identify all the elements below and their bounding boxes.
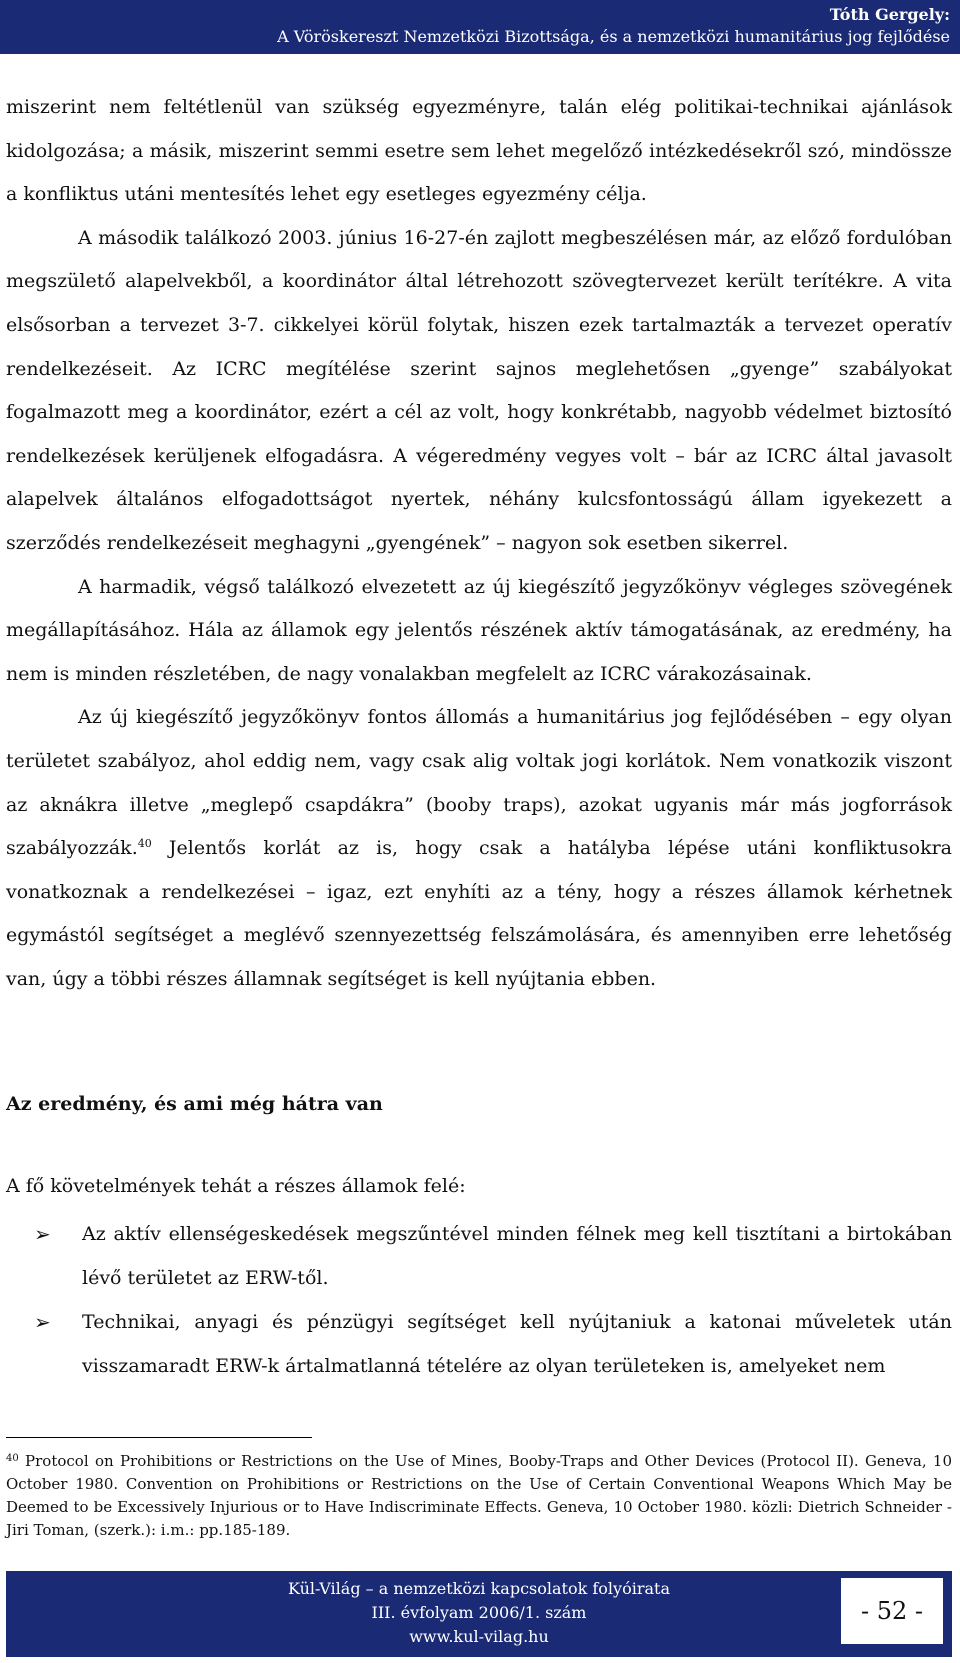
section-heading: Az eredmény, és ami még hátra van [6,1093,383,1115]
running-header [0,0,960,54]
arrowhead-bullet-icon: ➢ [34,1310,51,1334]
header-title: A Vöröskereszt Nemzetközi Bizottsága, és a nemzetközi humanitárius jog fejlődése [277,27,950,46]
list-intro: A fő követelmények tehát a részes államok felé: [6,1175,466,1197]
header-author: Tóth Gergely: [829,5,950,24]
paragraph-2: A második találkozó 2003. június 16-27-én zajlott megbeszélésen már, az előző fordulóban megszülető alapelvekből, a koordinátor által létrehozott szövegtervezet került terítékre. A vita elsősorban a tervezet 3-7. cikkelyei körül folytak, hiszen ezek tartalmazták a tervezet operatív rendelkezéseit. Az ICRC megítélése szerint sajnos meglehetősen „gyenge” szabályokat fogalmazott meg a koordinátor, ezért a cél az volt, hogy konkrétabb, nagyobb védelmet biztosító rendelkezések kerüljenek elfogadásra. A végeredmény vegyes volt – bár az ICRC által javasolt alapelvek általános elfogadottságot nyertek, néhány kulcsfontosságú állam igyekezett a szerződés rendelkezéseit meghagyni „gyengének” – nagyon sok esetben sikerrel. [6,226,952,554]
footer-url[interactable]: www.kul-vilag.hu [409,1627,549,1646]
footer-journal: Kül-Világ – a nemzetközi kapcsolatok folyóirata [288,1579,670,1598]
list-item [6,1300,952,1388]
paragraph-4-part-2: Jelentős korlát az is, hogy csak a hatályba lépése utáni konfliktusokra vonatkoznak a rendelkezései – igaz, ezt enyhíti az a tény, hogy a részes államok kérhetnek egymástól segítséget a meglévő szennyezettség felszámolására, és amennyiben erre lehetőség van, úgy a többi részes államnak segítséget is kell nyújtania ebben. [6,837,952,990]
paragraph-4 [6,696,952,1001]
footnote-text: Protocol on Prohibitions or Restrictions on the Use of Mines, Booby-Traps and Other Devices (Protocol II). Geneva, 10 October 1980. Convention on Prohibitions or Restrictions on the Use of Certain Conventional Weapons Which May be Deemed to be Excessively Injurious or to Have Indiscriminate Effects. Geneva, 10 October 1980. közli: Dietrich Schneider - Jiri Toman, (szerk.): i.m.: pp.185-189. [6,1452,952,1539]
list-item [6,1212,952,1300]
footer-banner [6,1571,952,1657]
footnote [6,1450,952,1542]
body-text [6,86,952,1001]
arrowhead-bullet-icon: ➢ [34,1222,51,1246]
footnote-separator [6,1437,312,1438]
paragraph-4-part-1: Az új kiegészítő jegyzőkönyv fontos állomás a humanitárius jog fejlődésében – egy olyan területet szabályoz, ahol eddig nem, vagy csak alig voltak jogi korlátok. Nem vonatkozik viszont az aknákra illetve „meglepő csapdákra” (booby traps), azokat ugyanis már más jogforrások szabályozzák. [6,706,952,860]
list-item-text: Az aktív ellenségeskedések megszűntével minden félnek meg kell tisztítani a birtokában lévő területet az ERW-től. [82,1223,952,1289]
paragraph-1: miszerint nem feltétlenül van szükség egyezményre, talán elég politikai-technikai ajánlások kidolgozása; a másik, miszerint semmi esetre sem lehet megelőző intézkedésekről szó, mindössze a konfliktus utáni mentesítés lehet egy esetleges egyezmény célja. [6,96,952,206]
footer-issue: III. évfolyam 2006/1. szám [371,1603,587,1622]
page-number: - 52 - [840,1577,944,1645]
requirements-list [6,1212,952,1388]
footnote-reference[interactable]: 40 [137,837,152,851]
paragraph-3: A harmadik, végső találkozó elvezetett az új kiegészítő jegyzőkönyv végleges szövegének megállapításához. Hála az államok egy jelentős részének aktív támogatásának, az eredmény, ha nem is minden részletében, de nagy vonalakban megfelelt az ICRC várakozásainak. [6,575,952,685]
list-item-text: Technikai, anyagi és pénzügyi segítséget kell nyújtaniuk a katonai műveletek után visszamaradt ERW-k ártalmatlanná tételére az olyan területeken is, amelyeket nem [82,1311,952,1377]
footnote-number: 40 [6,1453,19,1464]
